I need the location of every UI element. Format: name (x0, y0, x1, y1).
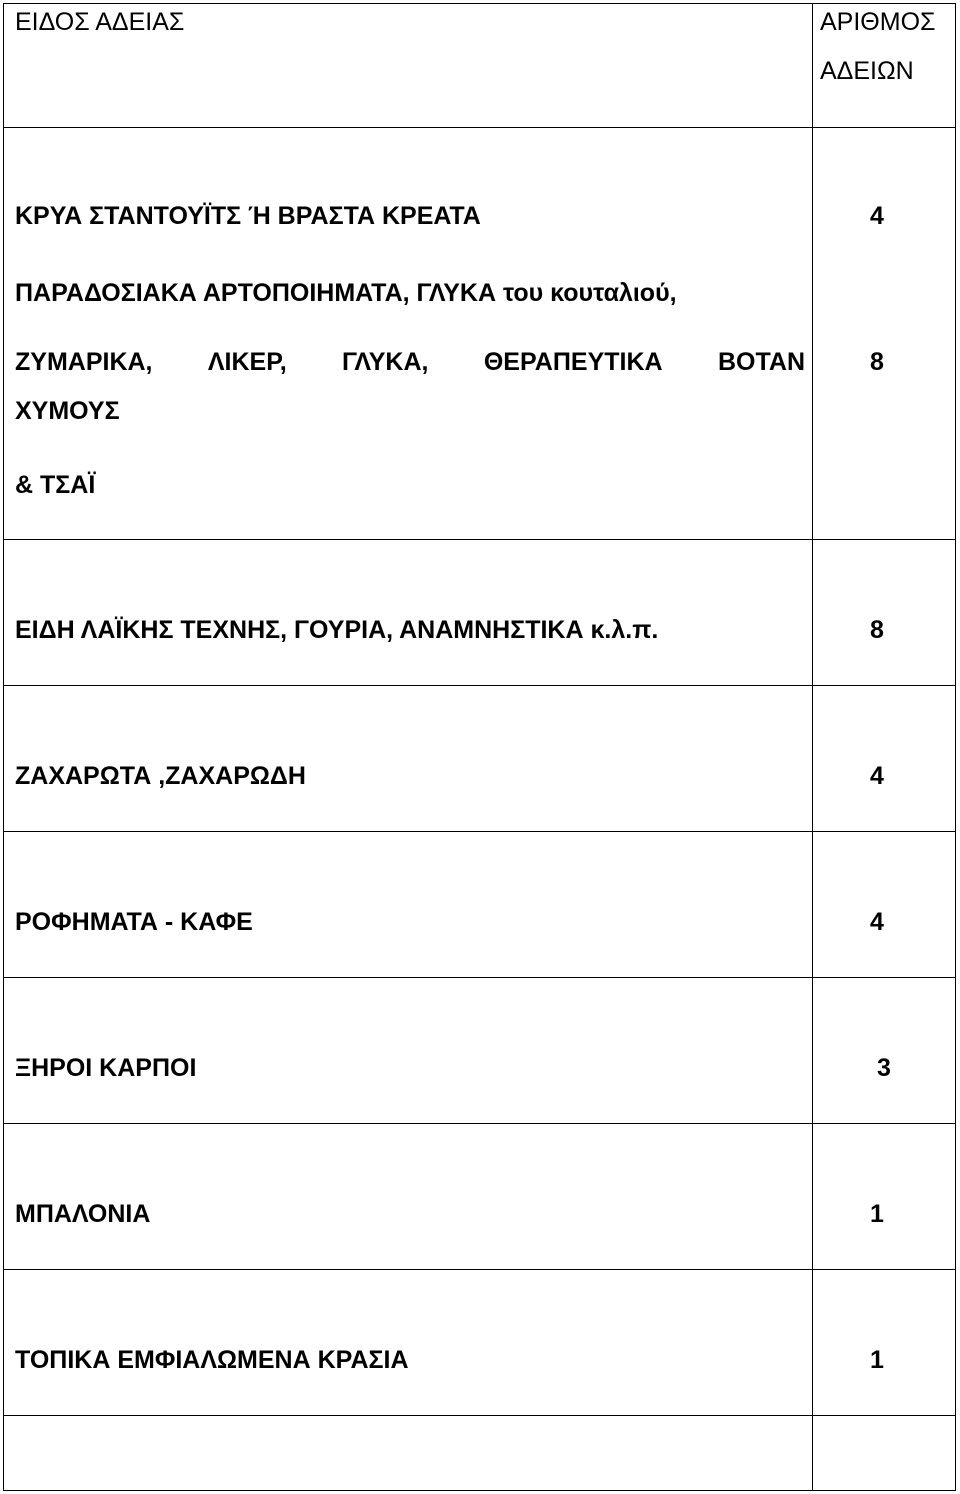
permit-count: 8 (870, 348, 884, 376)
row-divider (4, 1269, 955, 1270)
permit-type-word: ΖΥΜΑΡΙΚΑ, (15, 348, 153, 376)
permit-type-word: ΘΕΡΑΠΕΥΤΙΚΑ (483, 348, 663, 376)
row-divider (4, 685, 955, 686)
permit-count: 1 (870, 1346, 884, 1374)
header-count-label-line2: ΑΔΕΙΩΝ (820, 57, 914, 85)
header-type-label: ΕΙΔΟΣ ΑΔΕΙΑΣ (15, 8, 185, 36)
permit-count: 4 (870, 202, 884, 230)
permit-type-text: ΞΗΡΟΙ ΚΑΡΠΟΙ (15, 1054, 197, 1082)
permit-type-word: ΛΙΚΕΡ, (207, 348, 287, 376)
permit-type-text: ΕΙΔΗ ΛΑΪΚΗΣ ΤΕΧΝΗΣ, ΓΟΥΡΙΑ, ΑΝΑΜΝΗΣΤΙΚΑ κ.λ.π. (15, 616, 659, 644)
header-count-label-line1: ΑΡΙΘΜΟΣ (820, 8, 936, 36)
permit-type-text: ΖΑΧΑΡΩΤΑ ,ΖΑΧΑΡΩΔΗ (15, 762, 306, 790)
permit-count: 8 (870, 616, 884, 644)
permit-count: 1 (870, 1200, 884, 1228)
row-divider (4, 1123, 955, 1124)
permit-type-text: ΠΑΡΑΔΟΣΙΑΚΑ ΑΡΤΟΠΟΙΗΜΑΤΑ, ΓΛΥΚΑ του κουταλιού, (15, 279, 677, 307)
permit-type-text: & ΤΣΑΪ (15, 471, 96, 499)
row-divider (4, 977, 955, 978)
permit-type-text: ΜΠΑΛΟΝΙΑ (15, 1200, 151, 1228)
permit-type-text: ΤΟΠΙΚΑ ΕΜΦΙΑΛΩΜΕΝΑ ΚΡΑΣΙΑ (15, 1346, 409, 1374)
permit-type-word: ΓΛΥΚΑ, (342, 348, 429, 376)
permits-table (3, 3, 956, 1491)
permit-type-justified-line (15, 348, 805, 376)
permit-type-text: ΡΟΦΗΜΑΤΑ - ΚΑΦΕ (15, 908, 253, 936)
row-divider (4, 1415, 955, 1416)
permit-type-word: ΒΟΤΑΝ (717, 348, 805, 376)
permit-type-text: ΚΡΥΑ ΣΤΑΝΤΟΥΪΤΣ Ή ΒΡΑΣΤΑ ΚΡΕΑΤΑ (15, 202, 481, 230)
permit-count: 4 (870, 762, 884, 790)
row-divider (4, 127, 955, 128)
column-divider (812, 4, 813, 1490)
permit-type-text: ΧΥΜΟΥΣ (15, 397, 120, 425)
permit-count: 4 (870, 908, 884, 936)
row-divider (4, 539, 955, 540)
row-divider (4, 831, 955, 832)
permit-count: 3 (877, 1054, 891, 1082)
